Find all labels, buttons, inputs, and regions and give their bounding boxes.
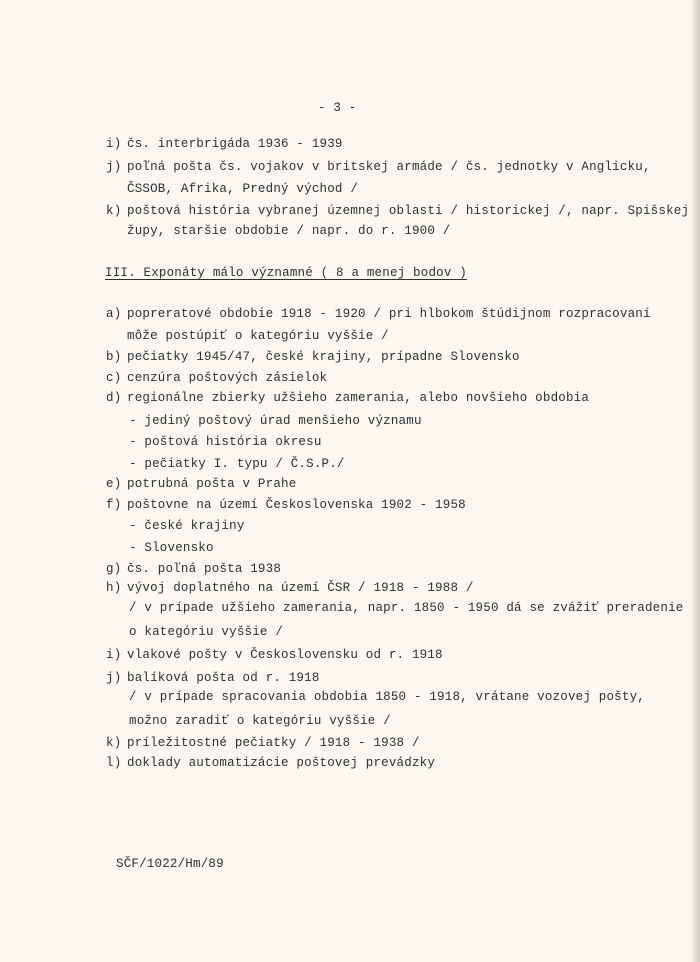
list-item-line: / v prípade užšieho zamerania, napr. 1850 - 1950 dá se zvážiť preradenie	[129, 601, 684, 615]
list-item-line: / v prípade spracovania obdobia 1850 - 1918, vrátane vozovej pošty,	[129, 690, 645, 704]
item-marker: g)	[106, 562, 122, 576]
list-item-line: - jediný poštový úrad menšieho významu	[129, 414, 422, 428]
list-item-line: potrubná pošta v Prahe	[127, 477, 297, 491]
item-marker: a)	[106, 307, 122, 321]
list-item-line: vývoj doplatného na území ČSR / 1918 - 1988 /	[127, 581, 474, 595]
list-item-line: možno zaradiť o kategóriu vyššie /	[129, 714, 391, 728]
item-marker: c)	[106, 371, 122, 385]
item-marker: j)	[106, 160, 122, 174]
page-number: - 3 -	[318, 101, 357, 115]
list-item-line: vlakové pošty v Československu od r. 1918	[127, 648, 443, 662]
item-marker: f)	[106, 498, 122, 512]
item-marker: b)	[106, 350, 122, 364]
list-item-line: poštovne na území Československa 1902 - 1958	[127, 498, 466, 512]
list-item-line: regionálne zbierky užšieho zamerania, alebo novšieho obdobia	[127, 391, 590, 405]
list-item-line: o kategóriu vyššie /	[129, 625, 284, 639]
list-item-line: - poštová história okresu	[129, 435, 322, 449]
list-item-line: popreratové obdobie 1918 - 1920 / pri hlbokom štúdijnom rozpracovaní	[127, 307, 651, 321]
list-item-line: poštová história vybranej územnej oblasti / historickej /, napr. Spišskej	[127, 204, 690, 218]
list-item-line: čs. poľná pošta 1938	[127, 562, 282, 576]
list-item-line: príležitostné pečiatky / 1918 - 1938 /	[127, 736, 420, 750]
list-item-line: doklady automatizácie poštovej prevádzky	[127, 756, 436, 770]
list-item-line: - české krajiny	[129, 519, 245, 533]
list-item-line: - pečiatky I. typu / Č.S.P./	[129, 457, 345, 471]
item-marker: k)	[106, 204, 122, 218]
list-item-line: balíková pošta od r. 1918	[127, 671, 320, 685]
page-edge-shadow	[690, 0, 700, 962]
item-marker: j)	[106, 671, 122, 685]
list-item-line: - Slovensko	[129, 541, 214, 555]
item-marker: k)	[106, 736, 122, 750]
footer-reference: SČF/1022/Hm/89	[116, 857, 224, 871]
item-marker: i)	[106, 648, 122, 662]
list-item-line: môže postúpiť o kategóriu vyššie /	[127, 329, 389, 343]
item-marker: l)	[106, 756, 122, 770]
item-marker: h)	[106, 581, 122, 595]
item-marker: d)	[106, 391, 122, 405]
list-item-line: čs. interbrigáda 1936 - 1939	[127, 137, 343, 151]
item-marker: i)	[106, 137, 122, 151]
item-marker: e)	[106, 477, 122, 491]
list-item-line: pečiatky 1945/47, české krajiny, prípadne Slovensko	[127, 350, 520, 364]
section-heading: III. Exponáty málo významné ( 8 a menej bodov )	[105, 266, 467, 280]
list-item-line: cenzúra poštových zásielok	[127, 371, 328, 385]
list-item-line: ČSSOB, Afrika, Predný východ /	[127, 182, 359, 196]
list-item-line: župy, staršie obdobie / napr. do r. 1900 /	[127, 224, 451, 238]
list-item-line: poľná pošta čs. vojakov v britskej armáde / čs. jednotky v Anglicku,	[127, 160, 651, 174]
